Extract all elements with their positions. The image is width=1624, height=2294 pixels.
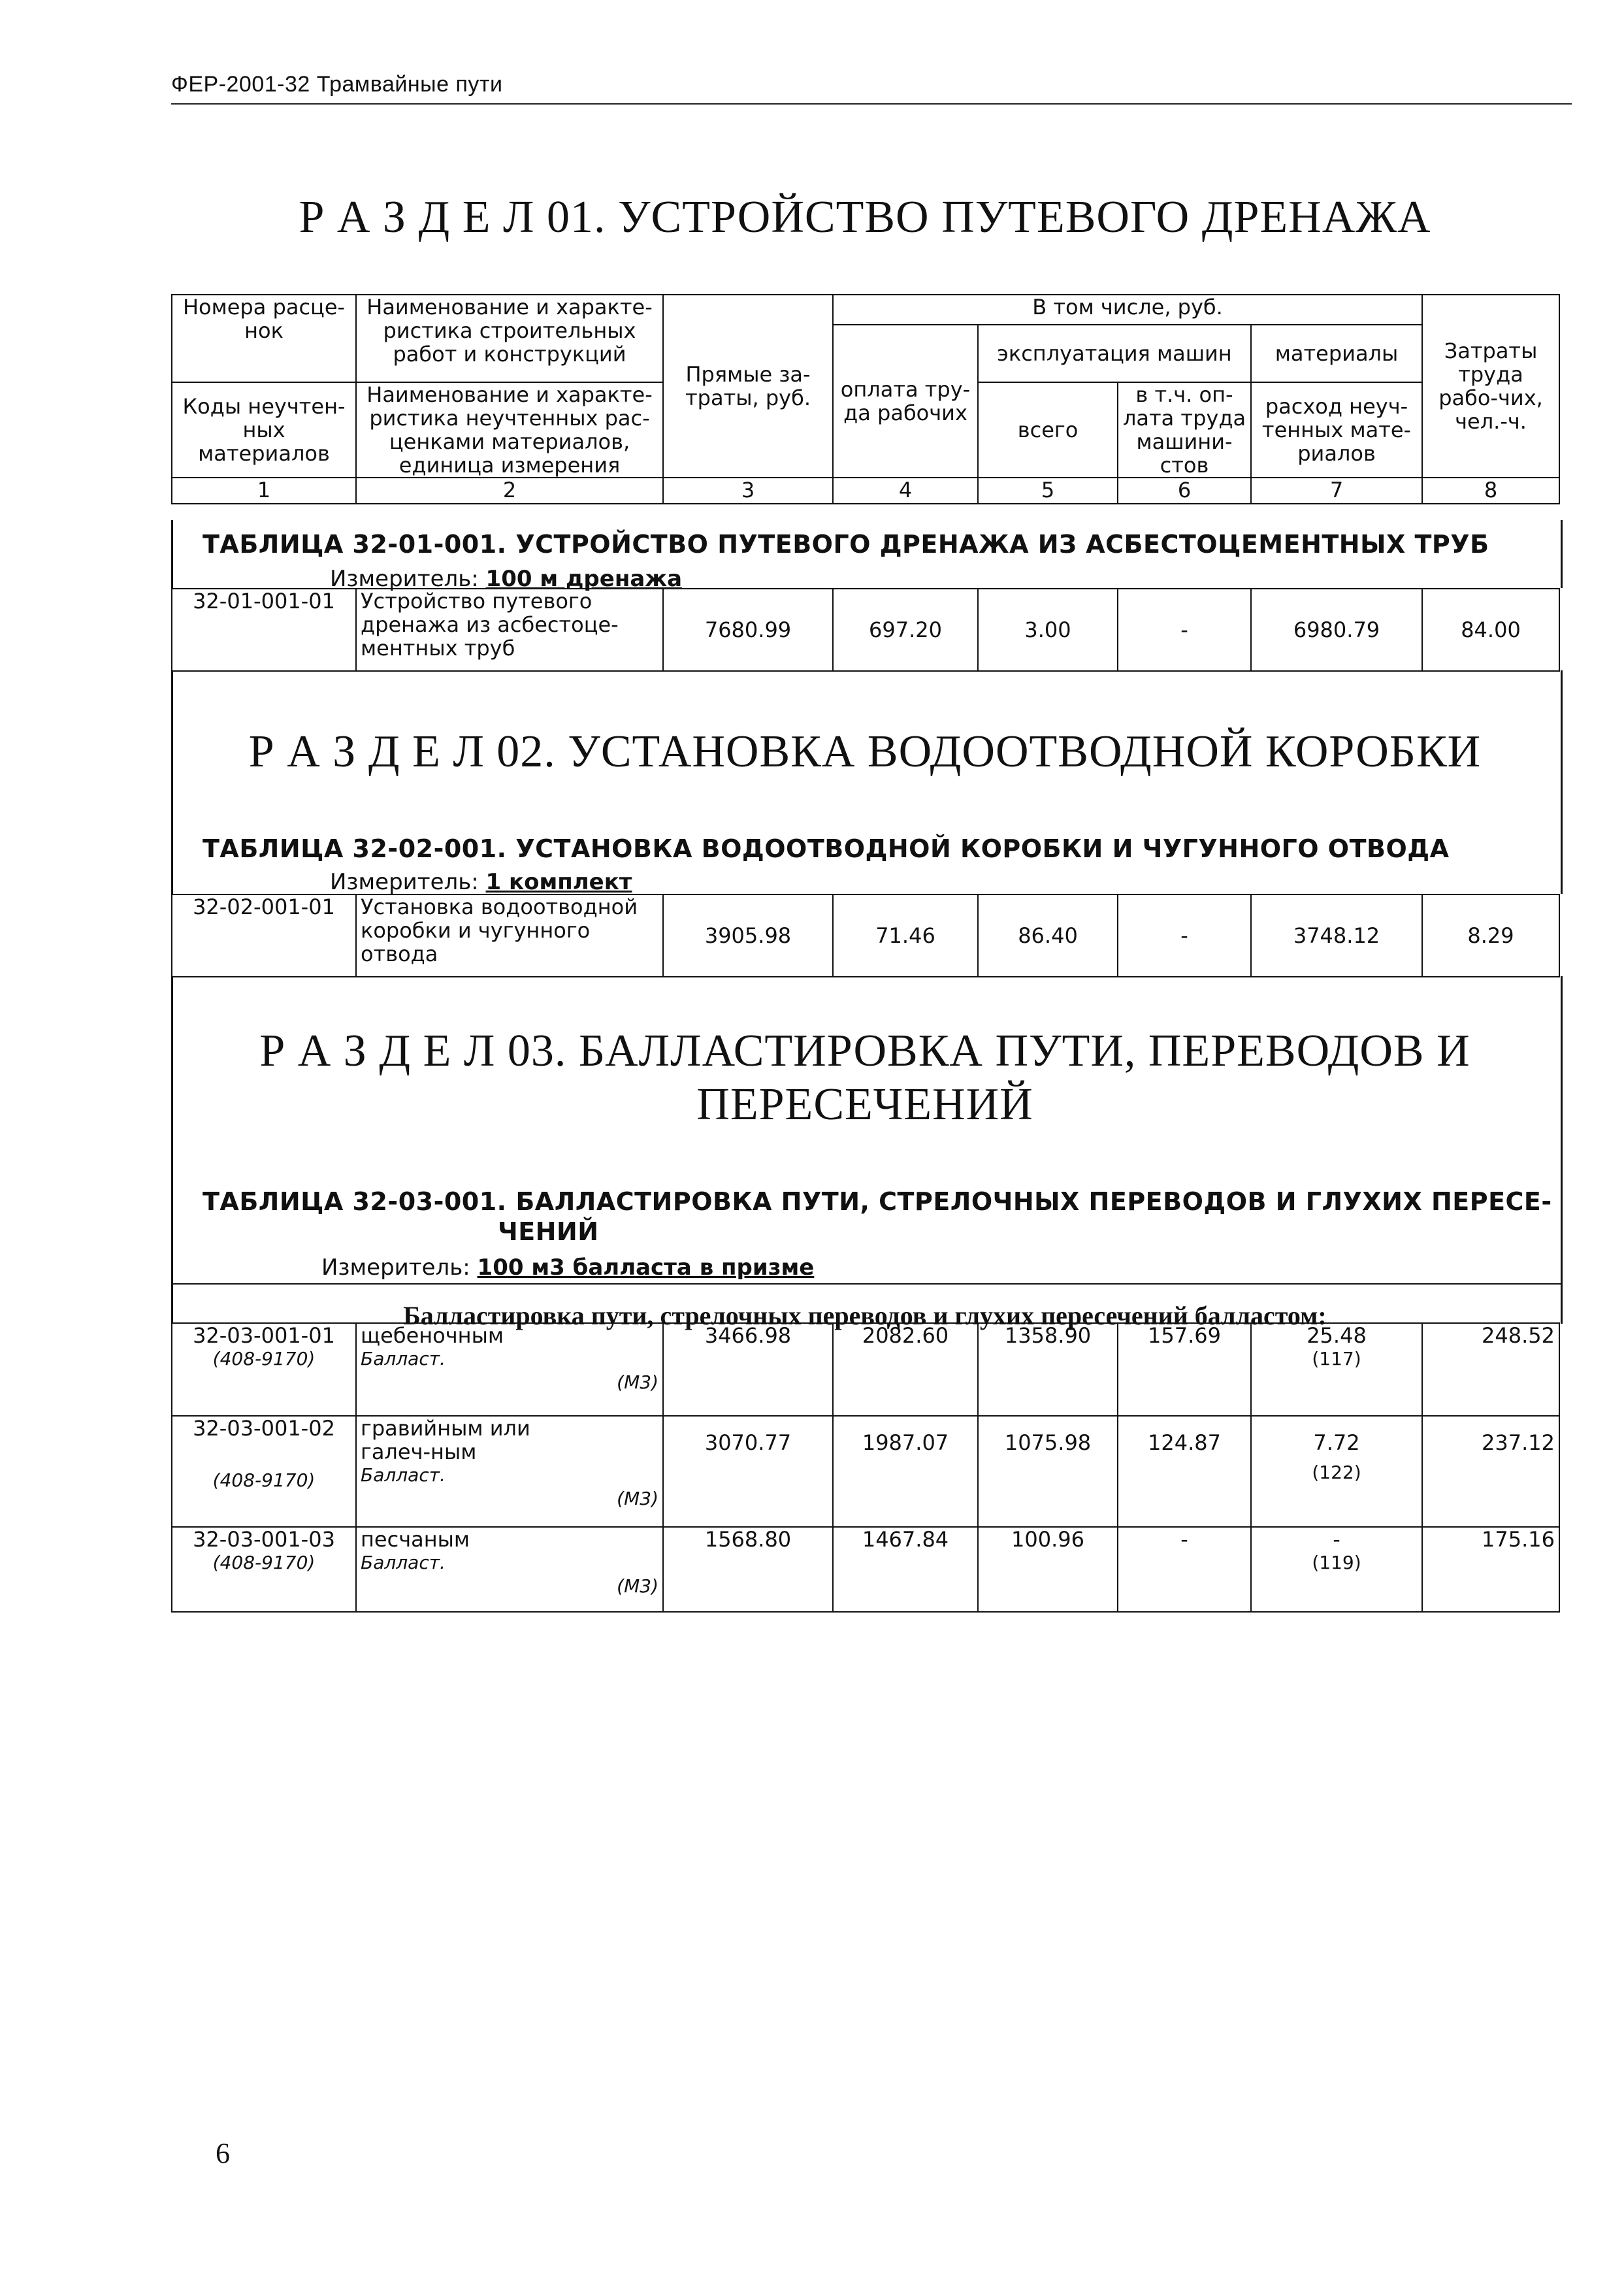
rate-labor: 1987.07	[833, 1416, 978, 1527]
rates-header-table	[171, 294, 1560, 504]
header-rule	[171, 103, 1572, 105]
table-32-03-measure	[321, 1254, 814, 1281]
rate-hours: 175.16	[1422, 1527, 1559, 1612]
material-code: (408-9170)	[212, 1469, 316, 1491]
rate-code-cell	[172, 1416, 356, 1527]
table-row	[172, 1527, 1559, 1612]
rate-code: 32-01-001-01	[172, 589, 356, 671]
material-name: Балласт.	[361, 1348, 446, 1369]
rate-name-cell	[356, 1323, 663, 1416]
header-name-bottom: Наименование и характе-ристика неучтенных рас-ценками материалов, единица измерения	[356, 382, 663, 478]
rate-machines: 1358.90	[978, 1323, 1118, 1416]
col-num: 3	[663, 478, 833, 504]
table-row	[172, 1416, 1559, 1527]
material-name: Балласт.	[361, 1464, 446, 1486]
table-32-03-rows	[171, 1322, 1560, 1613]
header-machines: эксплуатация машин	[978, 325, 1251, 382]
measure-value: 1 комплект	[485, 869, 632, 895]
rate-machinist-pay: -	[1118, 1527, 1251, 1612]
header-codes-bottom: Коды неучтен-ных материалов	[172, 382, 356, 478]
rate-hours: 248.52	[1422, 1323, 1559, 1416]
rate-direct: 1568.80	[663, 1527, 833, 1612]
rate-labor: 71.46	[833, 894, 978, 977]
header-machines-total: всего	[978, 382, 1118, 478]
rate-direct: 3905.98	[663, 894, 833, 977]
table-32-02-measure	[330, 869, 632, 895]
section-03-title-line1: Р А З Д Е Л 03. БАЛЛАСТИРОВКА ПУТИ, ПЕРЕВОДОВ И	[259, 1026, 1470, 1076]
section-02-title: Р А З Д Е Л 02. УСТАНОВКА ВОДООТВОДНОЙ КОРОБКИ	[248, 727, 1482, 777]
header-including: В том числе, руб.	[833, 295, 1422, 325]
rate-machinist-pay: -	[1118, 894, 1251, 977]
measure-label: Измеритель:	[321, 1254, 470, 1281]
table-32-01-rows	[171, 588, 1560, 672]
rate-machines: 100.96	[978, 1527, 1118, 1612]
col-num: 1	[172, 478, 356, 504]
material-quantity: (119)	[1312, 1552, 1361, 1573]
material-name: Балласт.	[361, 1552, 446, 1573]
ballast-group-heading: Балластировка пути, стрелочных переводов и глухих пересечений балластом:	[403, 1301, 1327, 1330]
rate-machinist-pay: 157.69	[1118, 1323, 1251, 1416]
rate-direct: 7680.99	[663, 589, 833, 671]
rate-materials-cell	[1251, 1527, 1422, 1612]
rate-materials: 3748.12	[1251, 894, 1422, 977]
rate-code-cell	[172, 1527, 356, 1612]
rate-code-cell	[172, 1323, 356, 1416]
rate-machines: 3.00	[978, 589, 1118, 671]
section-01-title: Р А З Д Е Л 01. УСТРОЙСТВО ПУТЕВОГО ДРЕНАЖА	[299, 192, 1431, 242]
material-quantity: (122)	[1312, 1462, 1361, 1483]
table-row	[172, 1323, 1559, 1416]
rate-name: гравийным или галеч-ным	[361, 1416, 530, 1464]
document-header: ФЕР-2001-32 Трамвайные пути	[171, 72, 503, 97]
rate-name: Установка водоотводной коробки и чугунного отвода	[356, 894, 663, 977]
table-32-03-title-line1: ТАБЛИЦА 32-03-001. БАЛЛАСТИРОВКА ПУТИ, СТРЕЛОЧНЫХ ПЕРЕВОДОВ И ГЛУХИХ ПЕРЕСЕ-	[203, 1187, 1552, 1216]
section-03-title-line2: ПЕРЕСЕЧЕНИЙ	[696, 1079, 1033, 1130]
table-32-03-title	[203, 1187, 1552, 1247]
header-machinist-pay: в т.ч. оп-лата труда машини-стов	[1118, 382, 1251, 478]
table-32-02-title: ТАБЛИЦА 32-02-001. УСТАНОВКА ВОДООТВОДНОЙ КОРОБКИ И ЧУГУННОГО ОТВОДА	[203, 834, 1450, 863]
material-unit: (М3)	[617, 1488, 658, 1509]
rate-name: Устройство путевого дренажа из асбестоце-ментных труб	[356, 589, 663, 671]
rate-labor: 2082.60	[833, 1323, 978, 1416]
header-worker-pay: оплата тру-да рабочих	[833, 325, 978, 478]
rate-labor: 697.20	[833, 589, 978, 671]
rate-code: 32-03-001-02	[193, 1416, 335, 1441]
rate-direct: 3466.98	[663, 1323, 833, 1416]
rate-code: 32-02-001-01	[172, 894, 356, 977]
table-32-01-title: ТАБЛИЦА 32-01-001. УСТРОЙСТВО ПУТЕВОГО ДРЕНАЖА ИЗ АСБЕСТОЦЕМЕНТНЫХ ТРУБ	[203, 530, 1489, 559]
col-num: 8	[1422, 478, 1559, 504]
header-codes-top: Номера расце-нок	[172, 295, 356, 382]
rate-materials-cell	[1251, 1323, 1422, 1416]
rate-name-cell	[356, 1527, 663, 1612]
table-32-03-title-line2: ЧЕНИЙ	[498, 1217, 599, 1246]
col-num: 4	[833, 478, 978, 504]
rate-materials: -	[1333, 1527, 1340, 1552]
measure-label: Измеритель:	[330, 566, 479, 592]
rate-code: 32-03-001-01	[193, 1323, 335, 1348]
rate-machinist-pay: 124.87	[1118, 1416, 1251, 1527]
col-num: 6	[1118, 478, 1251, 504]
rate-name: щебеночным	[361, 1323, 504, 1348]
rate-materials-cell	[1251, 1416, 1422, 1527]
col-num: 7	[1251, 478, 1422, 504]
rate-name-cell	[356, 1416, 663, 1527]
material-code: (408-9170)	[212, 1552, 316, 1573]
col-num: 2	[356, 478, 663, 504]
rate-materials: 7.72	[1313, 1430, 1360, 1455]
material-unit: (М3)	[617, 1575, 658, 1597]
rate-direct: 3070.77	[663, 1416, 833, 1527]
section-03-title	[171, 1024, 1559, 1132]
rate-materials: 6980.79	[1251, 589, 1422, 671]
rate-hours: 237.12	[1422, 1416, 1559, 1527]
col-num: 5	[978, 478, 1118, 504]
page-number: 6	[216, 2137, 230, 2169]
table-32-02-rows	[171, 894, 1560, 977]
rate-hours: 8.29	[1422, 894, 1559, 977]
rate-machines: 86.40	[978, 894, 1118, 977]
measure-value: 100 м3 балласта в призме	[477, 1254, 815, 1281]
header-labor-hours: Затраты труда рабо-чих, чел.-ч.	[1422, 295, 1559, 478]
measure-value: 100 м дренажа	[485, 566, 683, 592]
header-unaccounted-materials: расход неуч-тенных мате-риалов	[1251, 382, 1422, 478]
rate-labor: 1467.84	[833, 1527, 978, 1612]
rate-materials: 25.48	[1307, 1323, 1367, 1348]
material-quantity: (117)	[1312, 1348, 1361, 1369]
header-direct-costs: Прямые за-траты, руб.	[663, 295, 833, 478]
measure-label: Измеритель:	[330, 869, 479, 895]
material-code: (408-9170)	[212, 1348, 316, 1369]
header-name-top: Наименование и характе-ристика строительных работ и конструкций	[356, 295, 663, 382]
material-unit: (М3)	[617, 1371, 658, 1393]
header-materials: материалы	[1251, 325, 1422, 382]
rate-hours: 84.00	[1422, 589, 1559, 671]
rate-code: 32-03-001-03	[193, 1527, 335, 1552]
rate-name: песчаным	[361, 1527, 470, 1552]
rate-machines: 1075.98	[978, 1416, 1118, 1527]
rate-machinist-pay: -	[1118, 589, 1251, 671]
